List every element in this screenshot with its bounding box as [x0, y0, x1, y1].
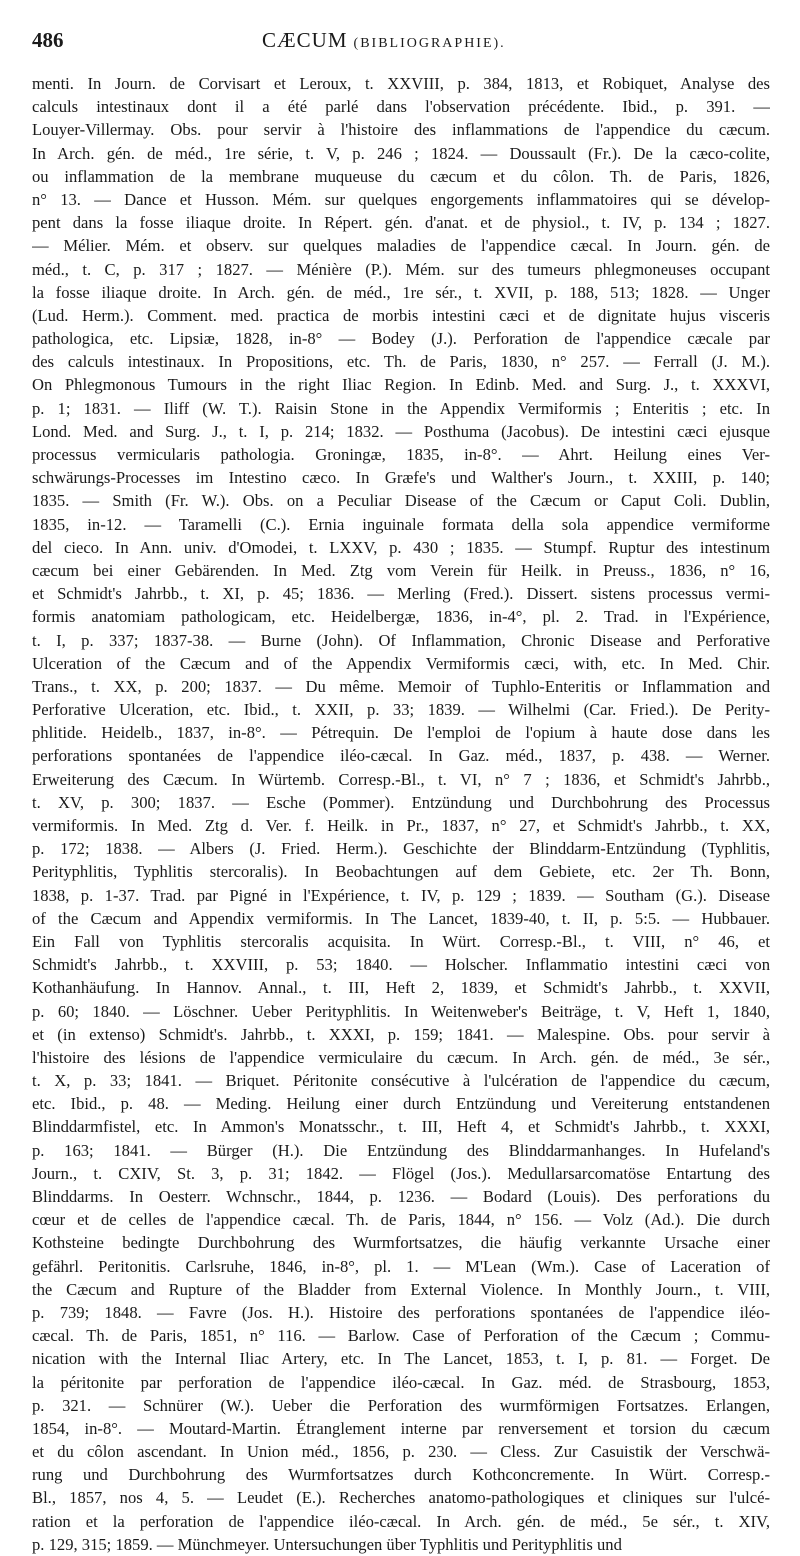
text-line: Schmidt's Jahrbb., t. XXVIII, p. 53; 1840. — Holscher. Inflammatio intestini cæci von [32, 955, 770, 975]
text-line: pathologica, etc. Lipsiæ, 1828, in-8° — Bodey (J.). Perforation de l'appendice cæcale par [32, 329, 770, 349]
text-line: Kothsteine bedingte Durchbohrung des Wurmfortsatzes, die häufig verkannte Ursache einer [32, 1233, 770, 1253]
text-line: calculs intestinaux dont il a été parlé dans l'observation précédente. Ibid., p. 391. — [32, 97, 770, 117]
text-line: menti. In Journ. de Corvisart et Leroux, t. XXVIII, p. 384, 1813, et Robiquet, Analyse des [32, 74, 770, 93]
text-line: perforations spontanées de l'appendice iléo-cæcal. In Gaz. méd., 1837, p. 438. — Werner. [32, 746, 770, 766]
text-line: cæcal. Th. de Paris, 1851, n° 116. — Barlow. Case of Perforation of the Cæcum ; Commu- [32, 1326, 770, 1346]
text-line: On Phlegmonous Tumours in the right Iliac Region. In Edinb. Med. and Surg. J., t. XXXVI, [32, 375, 770, 395]
text-line: p. 1; 1831. — Iliff (W. T.). Raisin Stone in the Appendix Vermiformis ; Enteritis ; etc. In [32, 398, 770, 418]
text-line: schwärungs-Processes im Intestino cæco. In Græfe's und Walther's Journ., t. XXIII, p. 140; [32, 468, 770, 488]
text-line: méd., t. C, p. 317 ; 1827. — Ménière (P.). Mém. sur des tumeurs phlegmoneuses occupant [32, 259, 770, 279]
text-line: p. 739; 1848. — Favre (Jos. H.). Histoire des perforations spontanées de l'appendice iléo- [32, 1302, 770, 1322]
text-line: p. 60; 1840. — Löschner. Ueber Perityphlitis. In Weitenweber's Beiträge, t. V, Heft 1, 1840, [32, 1001, 770, 1021]
text-line: (Lud. Herm.). Comment. med. practica de morbis intestini cæci et de dignitate hujus visceris [32, 305, 770, 325]
text-line: p. 129, 315; 1859. — Münchmeyer. Untersuchungen über Typhlitis und Perityphlitis und [32, 1534, 622, 1554]
text-line: phlitide. Heidelb., 1837, in-8°. — Pétrequin. De l'emploi de l'opium à haute dose dans les [32, 723, 770, 743]
text-line: des calculs intestinaux. In Propositions, etc. Th. de Paris, 1830, n° 257. — Ferrall (J. M.). [32, 352, 770, 372]
text-line: ration et la perforation de l'appendice iléo-cæcal. In Arch. gén. de méd., 5e sér., t. XIV, [32, 1511, 770, 1531]
text-line: cæcum bei einer Gebärenden. In Med. Ztg vom Verein für Heilk. in Preuss., 1836, n° 16, [32, 560, 770, 580]
text-line: t. X, p. 33; 1841. — Briquet. Péritonite consécutive à l'ulcération de l'appendice du cæcum, [32, 1071, 770, 1091]
running-subtitle: (BIBLIOGRAPHIE). [353, 36, 506, 51]
text-line: Kothanhäufung. In Hannov. Annal., t. III, Heft 2, 1839, et Schmidt's Jahrbb., t. XXVII, [32, 978, 770, 998]
text-line: formis anatomiam pathologicam, etc. Heidelbergæ, 1836, in-4°, pl. 2. Trad. in l'Expérience, [32, 607, 770, 627]
text-line: cœur et de celles de l'appendice cæcal. Th. de Paris, 1844, n° 156. — Volz (Ad.). Die durch [32, 1210, 770, 1230]
page-number: 486 [32, 28, 64, 52]
text-line: et Schmidt's Jahrbb., t. XI, p. 45; 1836. — Merling (Fred.). Dissert. sistens processus vermi- [32, 584, 770, 604]
text-line: — Mélier. Mém. et observ. sur quelques maladies de l'appendice cæcal. In Journ. gén. de [32, 236, 770, 256]
text-line: t. I, p. 337; 1837-38. — Burne (John). Of Inflammation, Chronic Disease and Perforative [32, 630, 770, 650]
text-line: rung und Durchbohrung des Wurmfortsatzes durch Kothconcremente. In Würt. Corresp.- [32, 1465, 770, 1485]
text-line: ou inflammation de la membrane muqueuse du cæcum et du côlon. Th. de Paris, 1826, [32, 166, 770, 186]
text-line: Louyer-Villermay. Obs. pour servir à l'histoire des inflammations de l'appendice du cæcum. [32, 120, 770, 140]
text-line: In Arch. gén. de méd., 1re série, t. V, p. 246 ; 1824. — Doussault (Fr.). De la cæco-colite, [32, 143, 770, 163]
text-line: 1835, in-12. — Taramelli (C.). Ernia inguinale formata della sola appendice vermiforme [32, 514, 770, 534]
text-line: p. 172; 1838. — Albers (J. Fried. Herm.). Geschichte der Blinddarm-Entzündung (Typhlitis, [32, 839, 770, 859]
text-line: pent dans la fosse iliaque droite. In Répert. gén. d'anat. et de physiol., t. IV, p. 134 ; 1827. [32, 213, 770, 233]
text-line: Ein Fall von Typhlitis stercoralis acquisita. In Würt. Corresp.-Bl., t. VIII, n° 46, et [32, 931, 770, 951]
text-line: Perityphlitis, Typhlitis stercoralis). In Beobachtungen auf dem Gebiete, etc. 2er Th. Bonn, [32, 862, 770, 882]
text-line: n° 13. — Dance et Husson. Mém. sur quelques engorgements inflammatoires qui se dévelop- [32, 189, 770, 209]
text-line: gefährl. Peritonitis. Carlsruhe, 1846, in-8°, pl. 1. — M'Lean (Wm.). Case of Laceration of [32, 1256, 770, 1276]
text-line: 1838, p. 1-37. Trad. par Pigné in l'Expérience, t. IV, p. 129 ; 1839. — Southam (G.). Disease [32, 885, 770, 905]
text-line: Blinddarmfistel, etc. In Ammon's Monatsschr., t. III, Heft 4, et Schmidt's Jahrbb., t. XXXI, [32, 1117, 770, 1137]
text-line: 1854, in-8°. — Moutard-Martin. Étranglement interne par renversement et torsion du cæcum [32, 1418, 770, 1438]
text-line: Erweiterung des Cæcum. In Würtemb. Corresp.-Bl., t. VI, n° 7 ; 1836, et Schmidt's Jahrbb., [32, 769, 770, 789]
text-line: Journ., t. CXIV, St. 3, p. 31; 1842. — Flögel (Jos.). Medullarsarcomatöse Entartung des [32, 1163, 770, 1183]
text-line: l'histoire des lésions de l'appendice vermiculaire du cæcum. In Arch. gén. de méd., 3e sér., [32, 1047, 770, 1067]
text-line: Ulceration of the Cæcum and of the Appendix Vermiformis cæci, with, etc. In Med. Chir. [32, 653, 770, 673]
text-line: 1835. — Smith (Fr. W.). Obs. on a Peculiar Disease of the Cæcum or Caput Coli. Dublin, [32, 491, 770, 511]
text-line: la fosse iliaque droite. In Arch. gén. de méd., 1re sér., t. XVII, p. 188, 513; 1828. — Unger [32, 282, 770, 302]
text-line: p. 163; 1841. — Bürger (H.). Die Entzündung des Blinddarmanhanges. In Hufeland's [32, 1140, 770, 1160]
bibliography-text [32, 72, 770, 1556]
text-line: the Cæcum and Rupture of the Bladder from External Violence. In Monthly Journ., t. VIII, [32, 1279, 770, 1299]
text-line: et (in extenso) Schmidt's. Jahrbb., t. XXXI, p. 159; 1841. — Malespine. Obs. pour servir à [32, 1024, 770, 1044]
text-line: Bl., 1857, nos 4, 5. — Leudet (E.). Recherches anatomo-pathologiques et cliniques sur l'ulcé- [32, 1488, 770, 1508]
text-line: et du côlon ascendant. In Union méd., 1856, p. 230. — Cless. Zur Casuistik der Verschwä- [32, 1442, 770, 1462]
text-line: p. 321. — Schnürer (W.). Ueber die Perforation des wurmförmigen Fortsatzes. Erlangen, [32, 1395, 770, 1415]
running-head [32, 28, 770, 68]
text-line: etc. Ibid., p. 48. — Meding. Heilung einer durch Entzündung und Vereiterung entstandenen [32, 1094, 770, 1114]
text-line: Perforative Ulceration, etc. Ibid., t. XXII, p. 33; 1839. — Wilhelmi (Car. Fried.). De Perity- [32, 700, 770, 720]
text-line: processus vermicularis pathologia. Groningæ, 1835, in-8°. — Ahrt. Heilung eines Ver- [32, 445, 770, 464]
text-line: nication with the Internal Iliac Artery, etc. In The Lancet, 1853, t. I, p. 81. — Forget. De [32, 1349, 770, 1369]
text-line: Lond. Med. and Surg. J., t. I, p. 214; 1832. — Posthuma (Jacobus). De intestini cæci ejusque [32, 421, 770, 441]
text-line: of the Cæcum and Appendix vermiformis. In The Lancet, 1839-40, t. II, p. 5:5. — Hubbauer. [32, 908, 770, 928]
text-line: Trans., t. XX, p. 200; 1837. — Du même. Memoir of Tuphlo-Enteritis or Inflammation and [32, 676, 770, 696]
text-line: Blinddarms. In Oesterr. Wchnschr., 1844, p. 1236. — Bodard (Louis). Des perforations du [32, 1187, 770, 1206]
text-line: t. XV, p. 300; 1837. — Esche (Pommer). Entzündung und Durchbohrung des Processus [32, 792, 770, 812]
text-line: la péritonite par perforation de l'appendice iléo-cæcal. In Gaz. méd. de Strasbourg, 1853, [32, 1372, 770, 1392]
text-line: vermiformis. In Med. Ztg d. Ver. f. Heilk. in Pr., 1837, n° 27, et Schmidt's Jahrbb., t. XX, [32, 816, 770, 835]
running-title: CÆCUM [262, 28, 348, 52]
text-line: del cieco. In Ann. univ. d'Omodei, t. LXXV, p. 430 ; 1835. — Stumpf. Ruptur des intestinum [32, 537, 770, 557]
